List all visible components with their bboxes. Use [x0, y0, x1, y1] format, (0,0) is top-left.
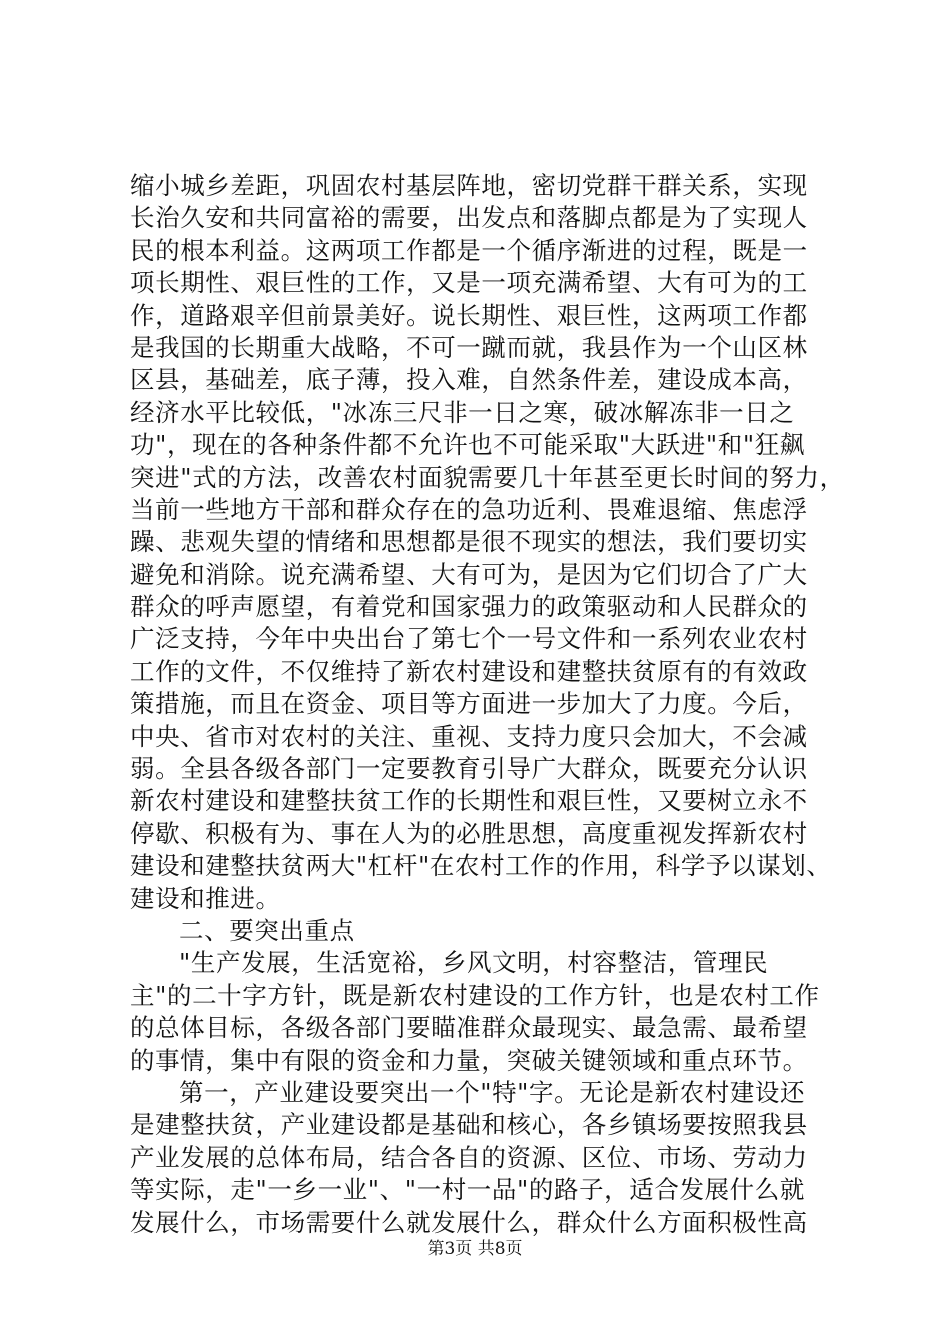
text-line: 缩小城乡差距，巩固农村基层阵地，密切党群干群关系，实现: [130, 171, 808, 200]
text-line: 经济水平比较低，"冰冻三尺非一日之寒，破冰解冻非一日之: [130, 397, 795, 427]
document-body: [130, 170, 850, 1239]
text-line: 项长期性、艰巨性的工作，又是一项充满希望、大有可为的工: [130, 268, 808, 298]
text-line: 的总体目标，各级各部门要瞄准群众最现实、最急需、最希望: [130, 1013, 808, 1043]
text-line: 主"的二十字方针，既是新农村建设的工作方针，也是农村工作: [130, 980, 820, 1010]
text-line: 广泛支持，今年中央出台了第七个一号文件和一系列农业农村: [130, 624, 808, 654]
text-line: 突进"式的方法，改善农村面貌需要几十年甚至更长时间的努力，: [130, 462, 845, 492]
text-line: 第一，产业建设要突出一个"特"字。无论是新农村建设还: [179, 1077, 806, 1107]
text-line: 建设和推进。: [130, 883, 281, 913]
text-line: 建设和建整扶贫两大"杠杆"在农村工作的作用，科学予以谋划、: [130, 851, 832, 881]
text-line: 作，道路艰辛但前景美好。说长期性、艰巨性，这两项工作都: [130, 300, 808, 330]
text-line: 是我国的长期重大战略，不可一蹴而就，我县作为一个山区林: [130, 332, 808, 362]
text-line: 群众的呼声愿望，有着党和国家强力的政策驱动和人民群众的: [130, 592, 808, 622]
text-line: 避免和消除。说充满希望、大有可为，是因为它们切合了广大: [130, 559, 808, 589]
text-line: 停歇、积极有为、事在人为的必胜思想，高度重视发挥新农村: [130, 818, 808, 848]
text-line: 当前一些地方干部和群众存在的急功近利、畏难退缩、焦虑浮: [130, 494, 808, 524]
text-line: 等实际，走"一乡一业"、"一村一品"的路子，适合发展什么就: [130, 1175, 805, 1205]
text-line: 的事情，集中有限的资金和力量，突破关键领域和重点环节。: [130, 1045, 808, 1075]
text-line: 民的根本利益。这两项工作都是一个循序渐进的过程，既是一: [130, 235, 808, 265]
text-line: 是建整扶贫，产业建设都是基础和核心，各乡镇场要按照我县: [130, 1110, 808, 1140]
text-line: 弱。全县各级各部门一定要教育引导广大群众，既要充分认识: [130, 754, 808, 784]
text-line: 长治久安和共同富裕的需要，出发点和落脚点都是为了实现人: [130, 203, 808, 233]
page-number-footer: 第3页 共8页: [427, 1239, 523, 1259]
text-line: 区县，基础差，底子薄，投入难，自然条件差，建设成本高，: [130, 365, 808, 395]
text-line: 新农村建设和建整扶贫工作的长期性和艰巨性，又要树立永不: [130, 786, 808, 816]
section-heading: 二、要突出重点: [179, 915, 355, 945]
text-line: 发展什么，市场需要什么就发展什么，群众什么方面积极性高: [130, 1207, 808, 1237]
text-line: 中央、省市对农村的关注、重视、支持力度只会加大，不会减: [130, 721, 808, 751]
text-line: 策措施，而且在资金、项目等方面进一步加大了力度。今后，: [130, 689, 808, 719]
text-line: 躁、悲观失望的情绪和思想都是很不现实的想法，我们要切实: [130, 527, 808, 557]
text-line: "生产发展，生活宽裕，乡风文明，村容整洁，管理民: [179, 948, 769, 978]
text-line: 产业发展的总体布局，结合各自的资源、区位、市场、劳动力: [130, 1142, 808, 1172]
text-line: 功"，现在的各种条件都不允许也不可能采取"大跃进"和"狂飙: [130, 430, 805, 460]
text-line: 工作的文件，不仅维持了新农村建设和建整扶贫原有的有效政: [130, 656, 808, 686]
